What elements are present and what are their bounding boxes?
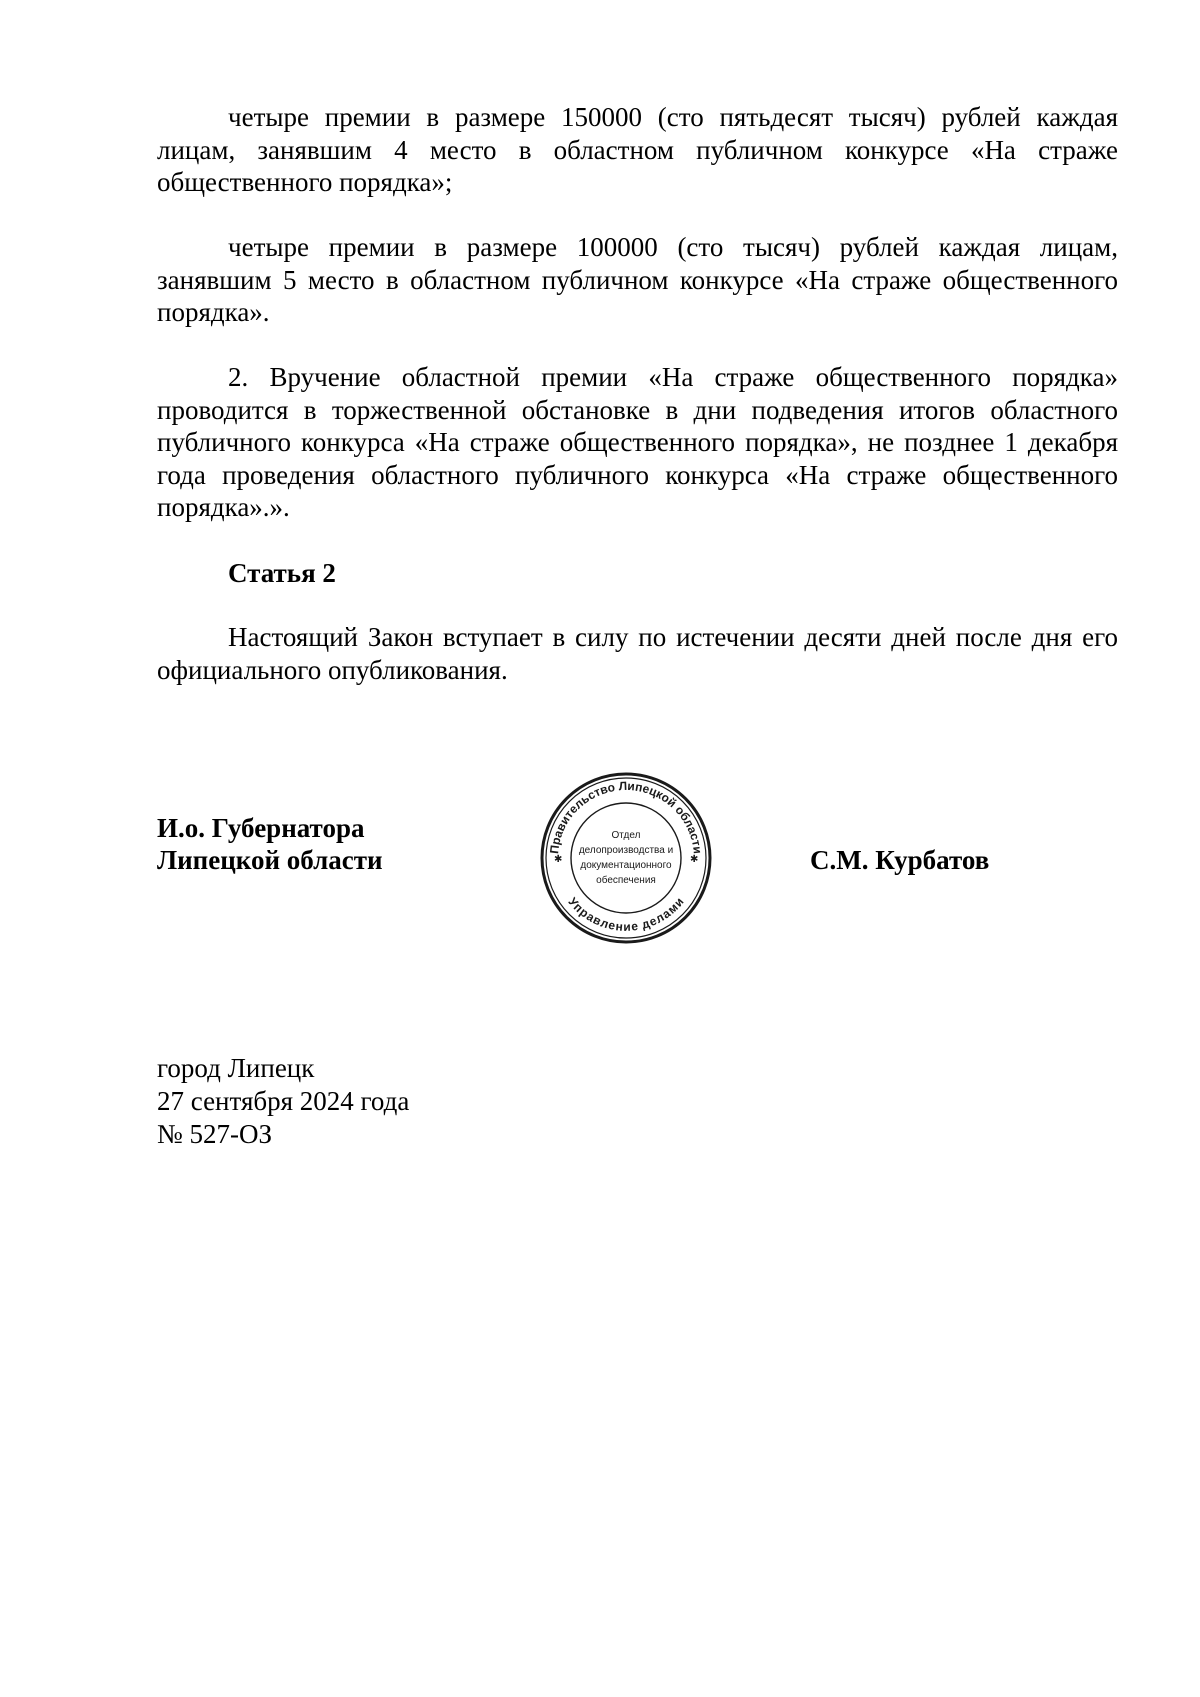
footer-city: город Липецк (157, 1053, 315, 1083)
stamp-star-left-icon: ✱ (554, 854, 563, 865)
stamp-ring-top-text: Правительство Липецкой области (547, 778, 705, 855)
stamp-center-line-2: делопроизводства и (578, 845, 674, 856)
stamp-center-line-4: обеспечения (596, 875, 656, 886)
stamp-star-right-icon: ✱ (690, 854, 699, 865)
stamp-center-line-1: Отдел (611, 830, 641, 841)
stamp-ring-bottom-text: Управление делами (565, 894, 687, 934)
paragraph-entry-into-force: Настоящий Закон вступает в силу по истечении десяти дней после дня его официального опубликования. (157, 622, 1118, 685)
stamp-outer-circle (542, 774, 710, 942)
signatory-title-line-2: Липецкой области (157, 845, 383, 875)
footer-law-number: № 527-ОЗ (157, 1119, 273, 1149)
paragraph-fourth-place-prizes: четыре премии в размере 150000 (сто пятьдесят тысяч) рублей каждая лицам, занявшим 4 место в областном публичном конкурсе «На страже общественного порядка»; (157, 102, 1118, 197)
document-footer (157, 1052, 409, 1151)
signatory-name: С.М. Курбатов (810, 845, 990, 875)
stamp-inner-circle (571, 803, 681, 913)
paragraph-fifth-place-prizes: четыре премии в размере 100000 (сто тысяч) рублей каждая лицам, занявшим 5 место в областном публичном конкурсе «На страже общественного порядка». (157, 232, 1118, 327)
stamp-center-line-3: документационного (580, 860, 672, 871)
signatory-title-line-1: И.о. Губернатора (157, 813, 365, 843)
stamp-outer-inner-circle (546, 778, 706, 938)
official-seal-stamp (540, 772, 712, 944)
article-heading: Статья 2 (228, 558, 336, 588)
signatory-title (157, 812, 383, 876)
footer-date: 27 сентября 2024 года (157, 1086, 410, 1116)
paragraph-award-ceremony: 2. Вручение областной премии «На страже общественного порядка» проводится в торжественной обстановке в дни подведения итогов областного публичного конкурса «На страже общественного порядка», не позднее 1 декабря года проведения областного публичного конкурса «На страже общественного порядка».». (157, 362, 1118, 522)
